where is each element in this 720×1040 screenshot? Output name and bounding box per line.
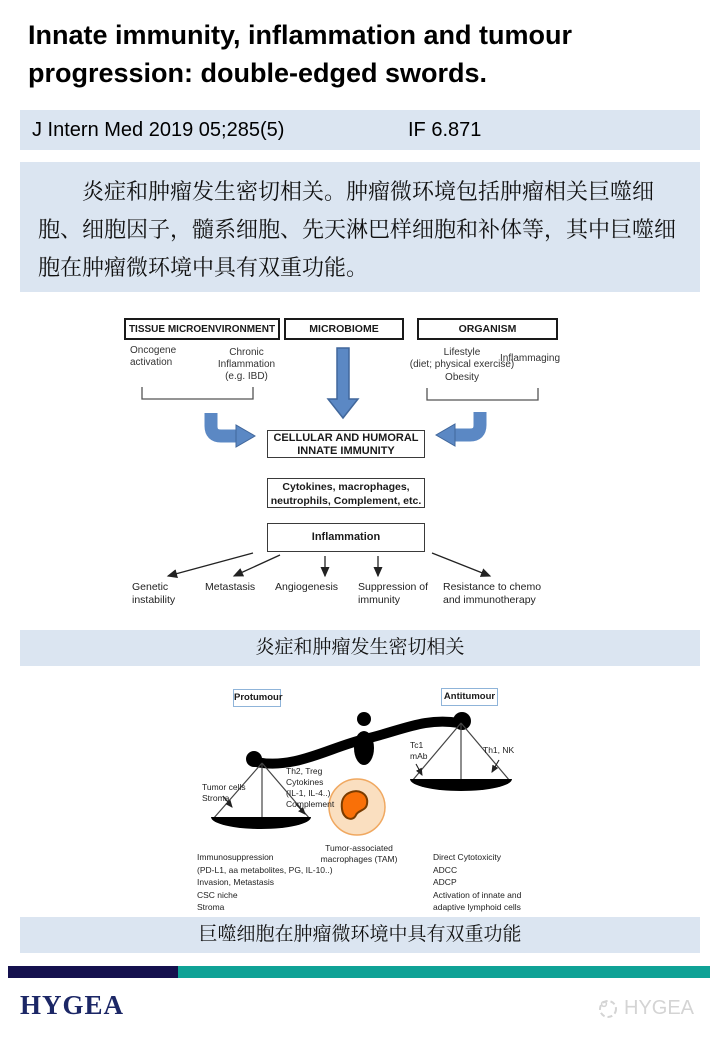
journal-citation: J Intern Med 2019 05;285(5) [32, 119, 285, 141]
watermark [596, 996, 694, 1020]
text-line: CSC niche [197, 889, 238, 900]
text-line: Stroma [202, 793, 230, 803]
beam-right-end [453, 712, 471, 730]
text-line: mAb [410, 751, 428, 761]
text-line: Direct Cytotoxicity [433, 852, 502, 862]
label-th1-nk: Th1, NK [483, 745, 515, 755]
label-th2-treg [286, 766, 334, 810]
title-line-1: Innate immunity, inflammation and tumour [28, 20, 573, 50]
journal-bar [20, 110, 700, 150]
arrow-resistance [432, 553, 490, 576]
text-line: (PD-L1, aa metabolites, PG, IL-10..) [197, 864, 333, 875]
text-line: ADCC [433, 864, 458, 875]
text-line: Invasion, Metastasis [197, 877, 275, 887]
antitumour-effects-list [433, 851, 573, 914]
text-line: Th2, Treg [286, 766, 323, 776]
summary-text-cn: 炎症和肿瘤发生密切相关。肿瘤微环境包括肿瘤相关巨噬细胞、细胞因子，髓系细胞、先天淋巴样细胞和补体等，其中巨噬细胞在肿瘤微环境中具有双重功能。 [20, 162, 700, 292]
elbow-arrow-left-head [236, 425, 255, 447]
text-line: Tumor cells [202, 782, 246, 792]
figure1-caption: 炎症和肿瘤发生密切相关 [20, 630, 700, 666]
elbow-arrow-left-icon [211, 413, 237, 436]
outcome-genetic-instability: Genetic instability [132, 581, 176, 606]
box-inflammation: Inflammation [267, 523, 425, 552]
outcome-metastasis: Metastasis [205, 581, 256, 593]
label-chronic-inflammation: Chronic Inflammation (e.g. IBD) [217, 347, 276, 382]
text-line: macrophages (TAM) [320, 854, 398, 864]
tissue-bracket [142, 387, 253, 399]
text-line: Complement [286, 799, 335, 809]
left-pan [211, 817, 311, 829]
brand-logo-text: HYGEA [20, 990, 125, 1020]
elbow-arrow-right-head [436, 424, 455, 446]
watermark-logo-icon [596, 996, 620, 1020]
protumour-box: Protumour [233, 689, 281, 707]
text-line: Immunosuppression [197, 852, 274, 862]
text-line: (IL-1, IL-4..) [286, 788, 331, 798]
label-oncogene-activation: Oncogene activation [130, 345, 177, 368]
arrow-metastasis [234, 555, 280, 576]
down-arrow-icon [328, 348, 358, 418]
footer-stripe-navy [8, 966, 178, 978]
label-tumor-cells [202, 782, 246, 804]
box-innate-immunity: CELLULAR AND HUMORAL INNATE IMMUNITY [267, 430, 425, 458]
impact-factor: IF 6.871 [408, 119, 482, 141]
watermark-text: HYGEA [624, 996, 695, 1019]
protumour-effects-list [197, 851, 367, 926]
label-obesity: Obesity [445, 372, 479, 383]
organism-bracket [427, 388, 538, 400]
outcome-suppression-immunity: Suppression of immunity [358, 581, 429, 606]
figure-macrophage-balance [150, 675, 580, 917]
text-line: ADCP [433, 877, 457, 887]
text-line: Tumor-associated [325, 843, 393, 853]
text-line: Activation of innate and [433, 889, 522, 900]
text-line: Cytokines [286, 777, 324, 787]
figure2-caption: 巨噬细胞在肿瘤微环境中具有双重功能 [20, 917, 700, 953]
text-line: Lifestyle [443, 347, 481, 358]
text-line: Stroma [197, 902, 225, 912]
beam-left-end [246, 751, 262, 767]
outcome-angiogenesis: Angiogenesis [275, 581, 339, 593]
box-organism: ORGANISM [417, 318, 558, 340]
title-line-2: progression: double-edged swords. [28, 58, 488, 88]
outcome-resistance-therapy: Resistance to chemo and immunotherapy [443, 581, 542, 606]
label-inflammaging: Inflammaging [500, 353, 561, 364]
footer-stripe-teal [178, 966, 710, 978]
label-tc1-mab [410, 740, 427, 762]
box-microbiome: MICROBIOME [284, 318, 404, 340]
page-title [28, 16, 696, 92]
text-line: adaptive lymphoid cells [433, 902, 521, 912]
box-mediators: Cytokines, macrophages, neutrophils, Complement, etc. [267, 478, 425, 508]
text-line: Tc1 [410, 740, 424, 750]
antitumour-box: Antitumour [441, 688, 498, 706]
right-pan [410, 779, 512, 791]
fulcrum-top [357, 712, 371, 726]
elbow-arrow-right-icon [454, 412, 480, 435]
text-line: (diet; physical exercise) [409, 359, 515, 370]
figure-innate-immunity-flowchart [110, 315, 570, 620]
box-tissue-microenvironment: TISSUE MICROENVIRONMENT [124, 318, 280, 340]
